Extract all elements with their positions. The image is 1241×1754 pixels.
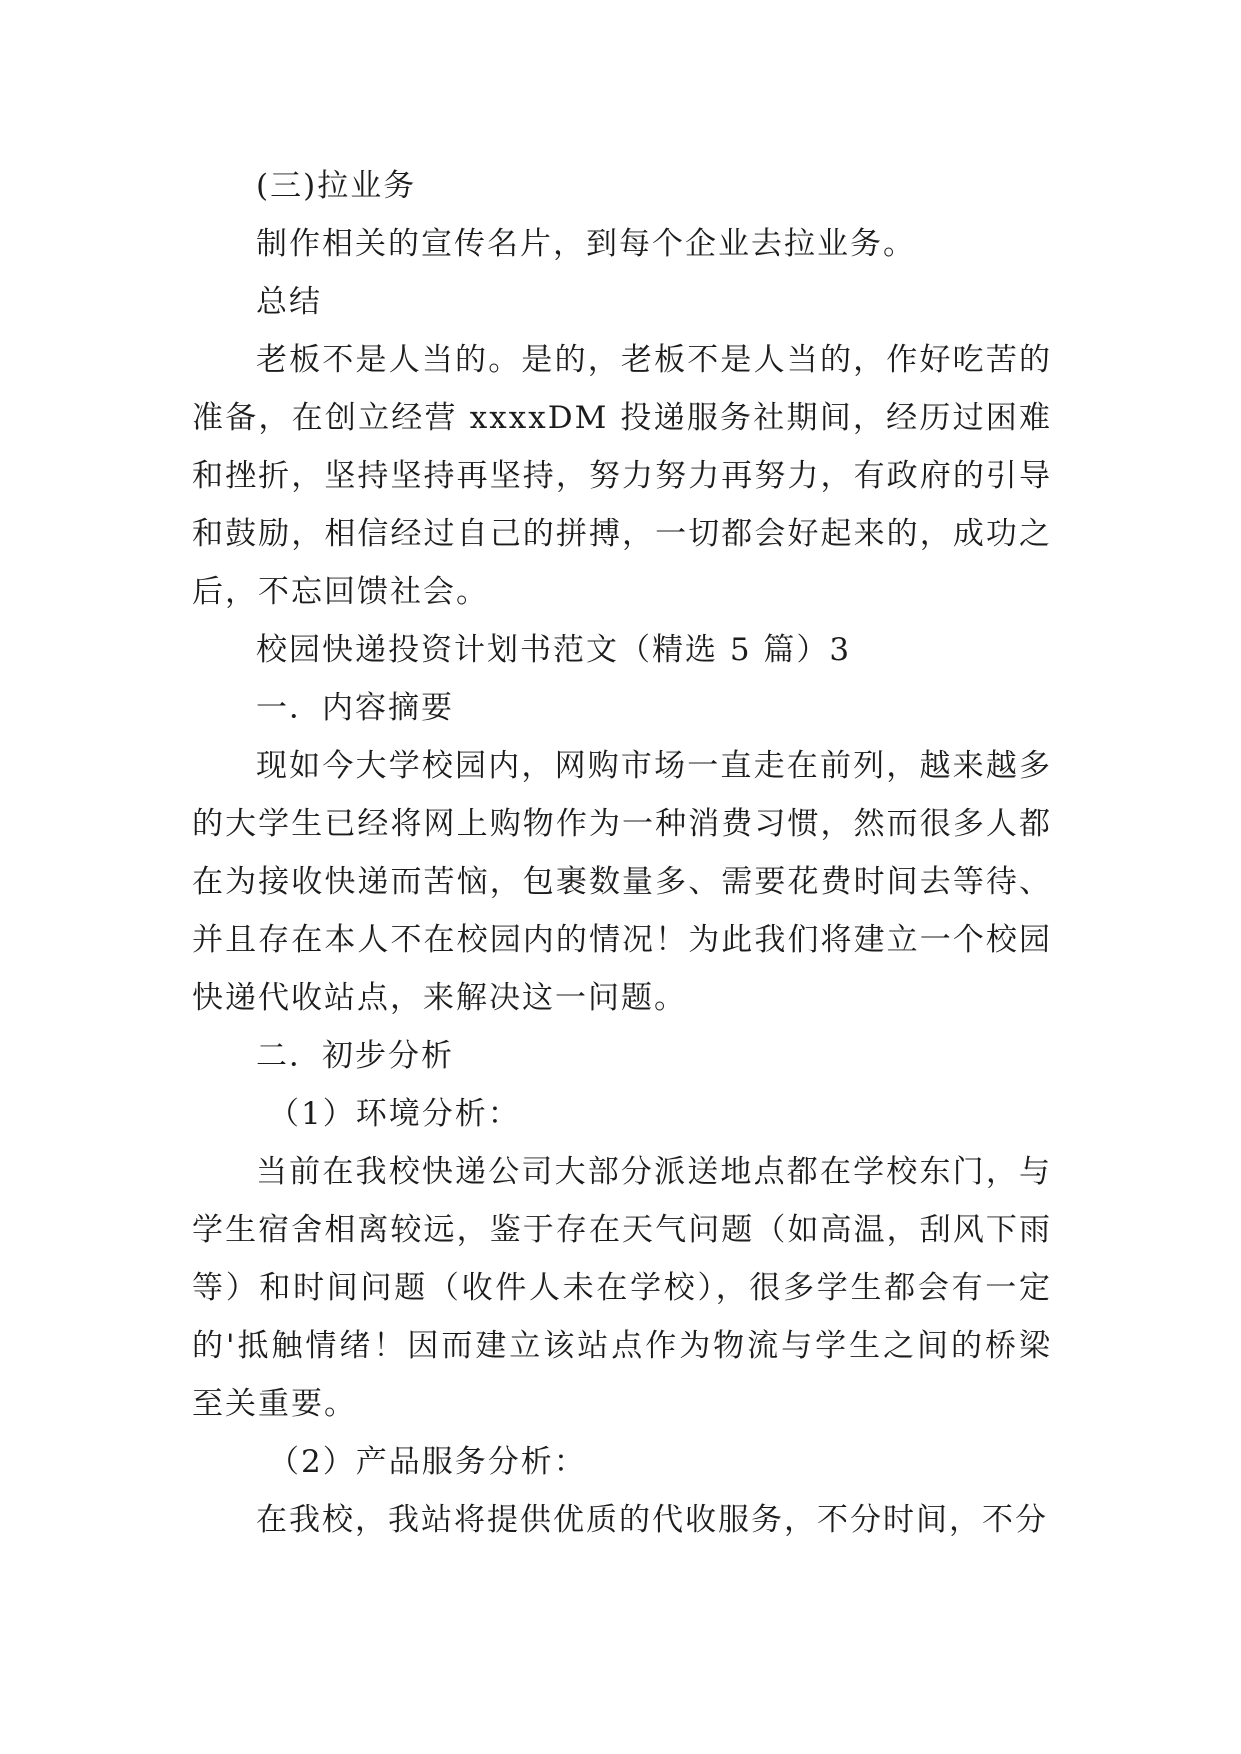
section-heading-abstract: 一．内容摘要 xyxy=(256,690,454,726)
paragraph-summary: 老板不是人当的。是的，老板不是人当的，作好吃苦的准备，在创立经营 xxxxDM 投递服务社期间，经历过困难和挫折，坚持坚持再坚持，努力努力再努力，有政府的引导和鼓励，相信经过自己的拼搏，一切都会好起来的，成功之后，不忘回馈社会。 xyxy=(192,342,1052,610)
section-heading-business: (三)拉业务 xyxy=(256,168,417,204)
paragraph-environment: 当前在我校快递公司大部分派送地点都在学校东门，与学生宿舍相离较远，鉴于存在天气问题（如高温，刮风下雨等）和时间问题（收件人未在学校），很多学生都会有一定的'抵触情绪！因而建立该站点作为物流与学生之间的桥梁至关重要。 xyxy=(192,1154,1052,1422)
subheading-environment: （1）环境分析： xyxy=(268,1096,521,1132)
document-body xyxy=(192,157,1052,1549)
section-heading-analysis: 二．初步分析 xyxy=(256,1038,454,1074)
section-heading-summary: 总结 xyxy=(256,284,322,320)
article-title: 校园快递投资计划书范文（精选 5 篇）3 xyxy=(256,632,852,668)
paragraph-product-service: 在我校，我站将提供优质的代收服务，不分时间，不分 xyxy=(256,1502,1048,1538)
paragraph-abstract: 现如今大学校园内，网购市场一直走在前列，越来越多的大学生已经将网上购物作为一种消费习惯，然而很多人都在为接收快递而苦恼，包裹数量多、需要花费时间去等待、并且存在本人不在校园内的情况！为此我们将建立一个校园快递代收站点，来解决这一问题。 xyxy=(192,748,1052,1016)
paragraph-business: 制作相关的宣传名片，到每个企业去拉业务。 xyxy=(256,226,916,262)
subheading-product-service: （2）产品服务分析： xyxy=(268,1444,587,1480)
